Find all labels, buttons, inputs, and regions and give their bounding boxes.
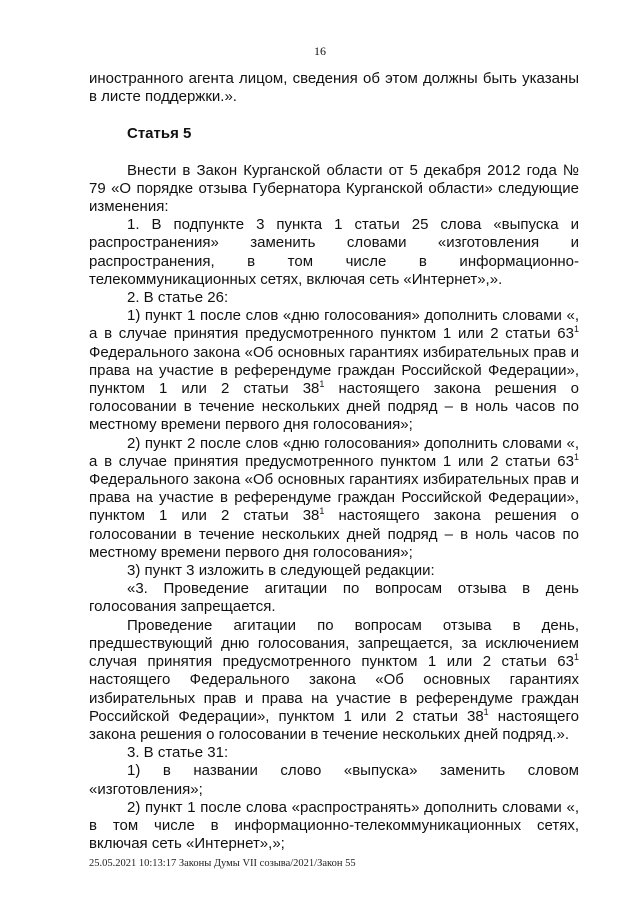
item-3: 3. В статье 31: — [127, 744, 229, 762]
item-3-subitem-1: 1) в названии слово «выпуска» заменить словом «изготовления»; — [89, 762, 579, 798]
item-2-subitem-1 — [89, 307, 579, 434]
item-1: 1. В подпункте 3 пункта 1 статьи 25 слова «выпуска и распространения» заменить словами «изготовления и распространения, в том числе в информационно-телекоммуникационных сетях, включая сеть «Интернет»,». — [89, 216, 579, 288]
document-footer: 25.05.2021 10:13:17 Законы Думы VII созыва/2021/Закон 55 — [89, 858, 356, 869]
item-2-subitem-2 — [89, 435, 579, 562]
page-number: 16 — [314, 44, 326, 58]
quoted-paragraph-1: «3. Проведение агитации по вопросам отзыва в день голосования запрещается. — [89, 580, 579, 616]
article-intro-paragraph: Внести в Закон Курганской области от 5 декабря 2012 года № 79 «О порядке отзыва Губернатора Курганской области» следующие изменения: — [89, 161, 579, 216]
quoted-paragraph-2 — [89, 617, 579, 744]
item-3-subitem-2: 2) пункт 1 после слова «распространять» дополнить словами «, в том числе в информационно-телекоммуникационных сетях, включая сеть «Интернет»,»; — [89, 798, 579, 853]
article-title: Статья 5 — [127, 125, 192, 143]
document-body — [89, 70, 579, 853]
item-2: 2. В статье 26: — [127, 289, 229, 307]
item-2-subitem-3: 3) пункт 3 изложить в следующей редакции: — [127, 562, 435, 580]
text-fragment: настоящего Федерального закона «Об основных гарантиях избирательных прав и права на участие в референдуме граждан Российской Федерации», пунктом 1 или 2 статьи 38 — [89, 671, 579, 725]
text-fragment: настоящего закона решения о голосовании в течение нескольких дней подряд – в ноль часов по местному времени первого дня голосования»; — [89, 380, 579, 434]
text-fragment: настоящего закона решения о голосовании в течение нескольких дней подряд – в ноль часов по местному времени первого дня голосования»; — [89, 507, 579, 561]
intro-paragraph: иностранного агента лицом, сведения об этом должны быть указаны в листе поддержки.». — [89, 70, 579, 106]
text-fragment: Проведение агитации по вопросам отзыва в день, предшествующий дню голосования, запрещается, за исключением случая принятия предусмотренного пунктом 1 или 2 статьи 63 — [89, 616, 579, 671]
text-fragment: настоящего закона решения о голосовании в течение нескольких дней подряд.». — [89, 707, 579, 743]
superscript: 1 — [483, 706, 489, 717]
superscript: 1 — [319, 379, 325, 390]
superscript: 1 — [573, 652, 579, 663]
superscript: 1 — [319, 506, 325, 517]
text-fragment: Федерального закона «Об основных гарантиях избирательных прав и права на участие в референдуме граждан Российской Федерации», пунктом 1 или 2 статьи 38 — [89, 471, 579, 525]
text-fragment: 1) пункт 1 после слов «дню голосования» дополнить словами «, а в случае принятия предусмотренного пунктом 1 или 2 статьи 63 — [89, 307, 579, 343]
text-fragment: 2) пункт 2 после слов «дню голосования» дополнить словами «, а в случае принятия предусмотренного пунктом 1 или 2 статьи 63 — [89, 434, 579, 470]
superscript: 1 — [573, 451, 579, 462]
text-fragment: Федерального закона «Об основных гарантиях избирательных прав и права на участие в референдуме граждан Российской Федерации», пунктом 1 или 2 статьи 38 — [89, 343, 579, 398]
superscript: 1 — [573, 324, 579, 335]
